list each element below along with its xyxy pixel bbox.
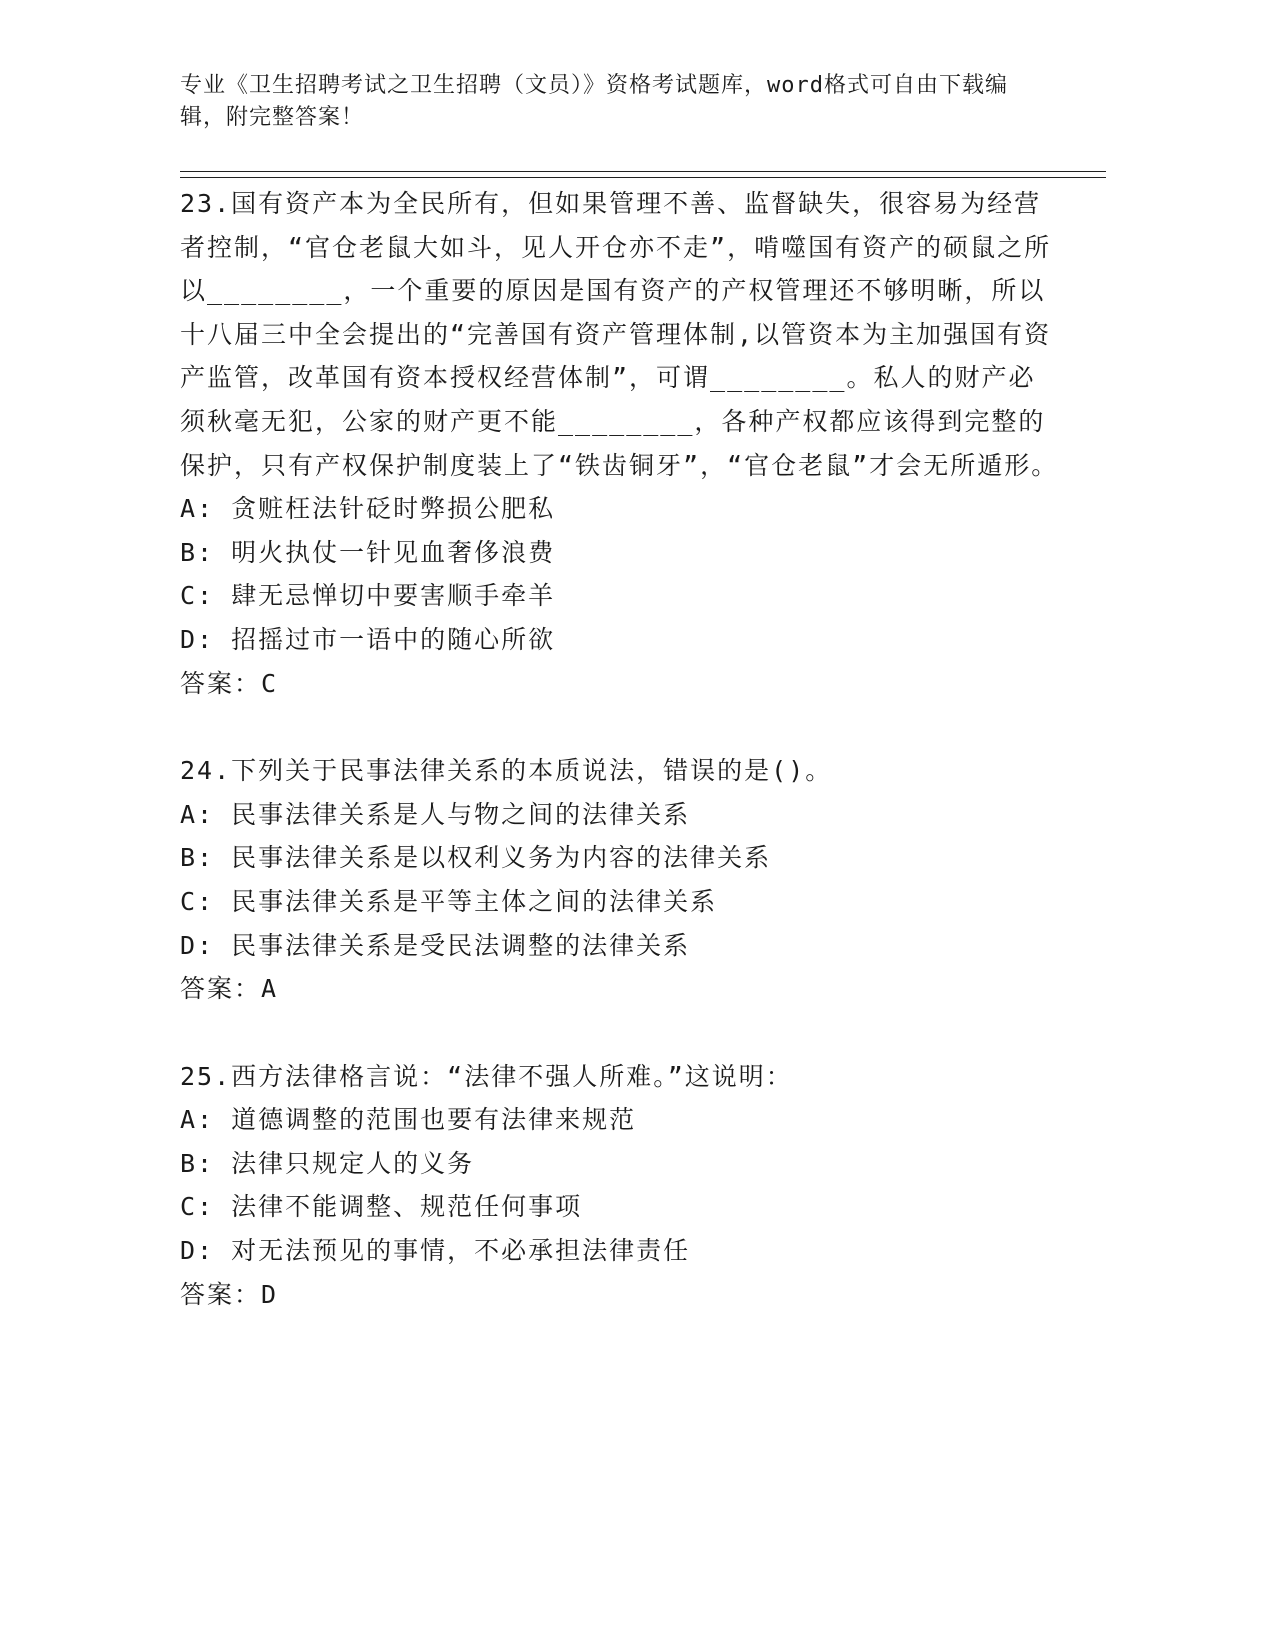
option-d: D: 招摇过市一语中的随心所欲: [180, 624, 556, 654]
answer: 答案：A: [180, 974, 279, 1004]
answer: 答案：D: [180, 1279, 279, 1309]
option-a: A: 道德调整的范围也要有法律来规范: [180, 1105, 637, 1135]
question-25: [180, 1055, 1060, 1317]
option-a: A: 民事法律关系是人与物之间的法律关系: [180, 799, 691, 829]
question-stem: 24.下列关于民事法律关系的本质说法，错误的是()。: [180, 756, 833, 786]
option-c: C: 肆无忌惮切中要害顺手牵羊: [180, 581, 556, 611]
option-a: A: 贪赃枉法针砭时弊损公肥私: [180, 494, 556, 524]
header-divider-top: [180, 171, 1106, 172]
question-list: [180, 182, 1060, 1316]
question-23: [180, 182, 1060, 705]
document-header: 专业《卫生招聘考试之卫生招聘（文员）》资格考试题库，word格式可自由下载编辑，附完整答案！: [180, 73, 1008, 130]
option-b: B: 明火执仗一针见血奢侈浪费: [180, 537, 556, 567]
answer: 答案：C: [180, 668, 279, 698]
question-24: [180, 749, 1060, 1011]
option-d: D: 对无法预见的事情，不必承担法律责任: [180, 1236, 691, 1266]
option-b: B: 法律只规定人的义务: [180, 1148, 475, 1178]
option-b: B: 民事法律关系是以权利义务为内容的法律关系: [180, 843, 772, 873]
option-c: C: 民事法律关系是平等主体之间的法律关系: [180, 886, 718, 916]
header-divider-bottom: [180, 177, 1106, 178]
option-d: D: 民事法律关系是受民法调整的法律关系: [180, 930, 691, 960]
option-c: C: 法律不能调整、规范任何事项: [180, 1192, 583, 1222]
question-stem: 25.西方法律格言说：“法律不强人所难。”这说明：: [180, 1061, 793, 1091]
question-stem: 23.国有资产本为全民所有，但如果管理不善、监督缺失，很容易为经营者控制，“官仓老鼠大如斗，见人开仓亦不走”，啃噬国有资产的硕鼠之所以________，一个重要的原因是国有资产的产权管理还不够明晰，所以十八届三中全会提出的“完善国有资产管理体制,以管资本为主加强国有资产监管，改革国有资本授权经营体制”，可谓________。私人的财产必须秋毫无犯，公家的财产更不能________，各种产权都应该得到完整的保护，只有产权保护制度装上了“铁齿铜牙”，“官仓老鼠”才会无所遁形。: [180, 189, 1059, 480]
